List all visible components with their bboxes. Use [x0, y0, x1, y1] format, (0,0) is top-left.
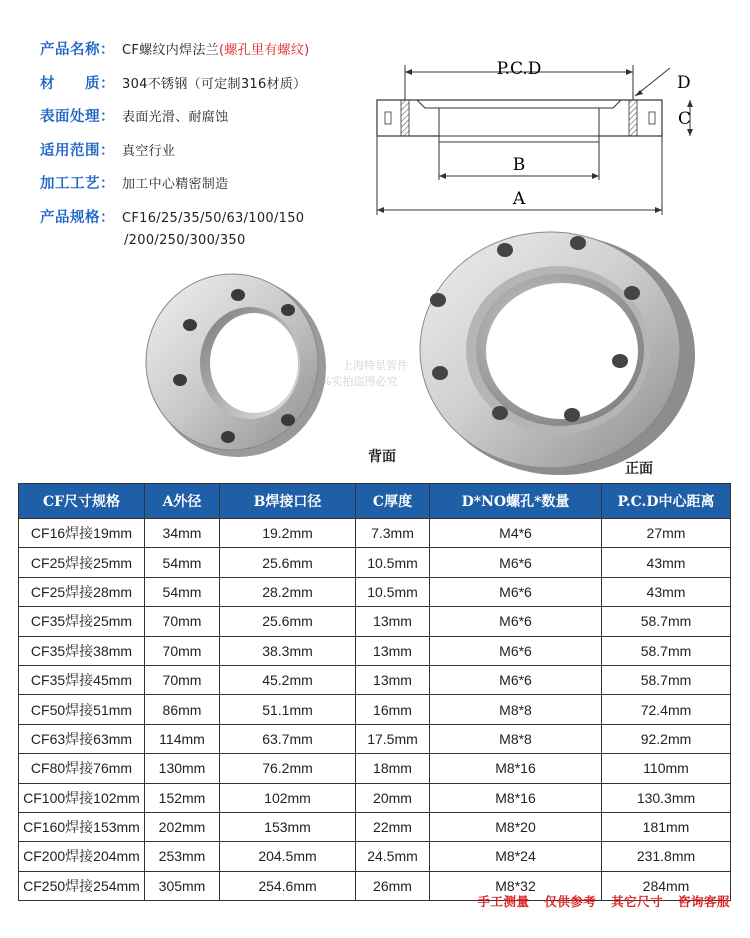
spec-label: 表面处理： [40, 109, 115, 125]
table-cell: 92.2mm [602, 724, 731, 753]
spec-label: 材 质： [40, 75, 115, 92]
table-body [19, 519, 731, 901]
d-label: D [677, 73, 691, 93]
table-cell: 130.3mm [602, 783, 731, 812]
table-cell: CF63焊接63mm [19, 724, 145, 753]
table-cell: 70mm [145, 665, 220, 694]
table-cell: 202mm [145, 812, 220, 841]
table-cell: 19.2mm [220, 519, 356, 548]
table-cell: M6*6 [430, 636, 602, 665]
table-cell: 24.5mm [356, 842, 430, 871]
col-header-thickness: C厚度 [356, 484, 430, 519]
table-cell: M8*32 [430, 871, 602, 900]
table-row [19, 724, 731, 753]
table-cell: M8*16 [430, 754, 602, 783]
table-cell: 22mm [356, 812, 430, 841]
spec-label: 产品规格： [40, 209, 115, 226]
table-row [19, 607, 731, 636]
spec-label: 加工工艺： [40, 176, 115, 192]
table-cell: M6*6 [430, 548, 602, 577]
table-cell: 204.5mm [220, 842, 356, 871]
table-cell: 58.7mm [602, 607, 731, 636]
col-header-pcd: P.C.D中心距离 [602, 484, 731, 519]
table-cell: 20mm [356, 783, 430, 812]
table-cell: 25.6mm [220, 607, 356, 636]
table-cell: 43mm [602, 577, 731, 606]
table-row [19, 783, 731, 812]
spec-value: 加工中心精密制造 [122, 177, 229, 192]
spec-value: CF16/25/35/50/63/100/150 [122, 210, 305, 226]
table-cell: 130mm [145, 754, 220, 783]
table-cell: CF35焊接38mm [19, 636, 145, 665]
thread-note: (螺孔里有螺纹) [218, 43, 310, 58]
table-cell: 26mm [356, 871, 430, 900]
table-cell: CF16焊接19mm [19, 519, 145, 548]
table-cell: M8*20 [430, 812, 602, 841]
footer-note: 手工测量 仅供参考 其它尺寸 咨询客服 [477, 894, 730, 909]
spec-sizes-continuation: /200/250/300/350 [124, 233, 246, 248]
table-row [19, 695, 731, 724]
table-cell: CF35焊接45mm [19, 665, 145, 694]
table-cell: 305mm [145, 871, 220, 900]
back-side-caption: 背面 [368, 449, 396, 465]
table-cell: 86mm [145, 695, 220, 724]
front-side-caption: 正面 [625, 461, 653, 477]
spec-row-surface [40, 105, 370, 139]
table-cell: M8*16 [430, 783, 602, 812]
spec-label: 产品名称： [40, 42, 115, 58]
table-cell: 253mm [145, 842, 220, 871]
flange-front-photo [410, 225, 700, 480]
table-cell: 254.6mm [220, 871, 356, 900]
col-header-outer-diameter: A外径 [145, 484, 220, 519]
flange-cross-section-drawing [365, 50, 710, 225]
table-cell: CF200焊接204mm [19, 842, 145, 871]
watermark [300, 358, 408, 390]
spec-label: 适用范围： [40, 142, 115, 159]
table-row [19, 519, 731, 548]
col-header-weld-bore: B焊接口径 [220, 484, 356, 519]
table-cell: 25.6mm [220, 548, 356, 577]
table-cell: 13mm [356, 607, 430, 636]
table-cell: M4*6 [430, 519, 602, 548]
table-row [19, 665, 731, 694]
table-cell: 54mm [145, 548, 220, 577]
table-cell: 13mm [356, 636, 430, 665]
table-row [19, 548, 731, 577]
table-cell: 38.3mm [220, 636, 356, 665]
table-cell: 18mm [356, 754, 430, 783]
table-header-row [19, 484, 731, 519]
table-cell: 70mm [145, 636, 220, 665]
spec-row-material [40, 72, 370, 106]
table-cell: CF80焊接76mm [19, 754, 145, 783]
table-cell: 10.5mm [356, 577, 430, 606]
table-cell: 58.7mm [602, 636, 731, 665]
table-row [19, 636, 731, 665]
table-cell: 51.1mm [220, 695, 356, 724]
spec-value: 真空行业 [122, 143, 176, 159]
table-cell: M8*24 [430, 842, 602, 871]
table-cell: 181mm [602, 812, 731, 841]
table-cell: 152mm [145, 783, 220, 812]
table-cell: 63.7mm [220, 724, 356, 753]
pcd-label: P.C.D [496, 59, 542, 79]
table-cell: M6*6 [430, 577, 602, 606]
table-cell: CF35焊接25mm [19, 607, 145, 636]
table-cell: CF25焊接25mm [19, 548, 145, 577]
watermark-line2: 100%实拍盗图必究 [300, 375, 398, 388]
spec-row-process [40, 172, 370, 206]
table-cell: 27mm [602, 519, 731, 548]
table-cell: M8*8 [430, 724, 602, 753]
spec-row-usage [40, 139, 370, 173]
col-header-bolt-holes: D*NO螺孔*数量 [430, 484, 602, 519]
table-cell: 76.2mm [220, 754, 356, 783]
c-label: C [678, 109, 692, 129]
table-cell: M6*6 [430, 665, 602, 694]
table-row [19, 754, 731, 783]
table-cell: CF100焊接102mm [19, 783, 145, 812]
table-cell: 231.8mm [602, 842, 731, 871]
table-cell: M6*6 [430, 607, 602, 636]
spec-value: 表面光滑、耐腐蚀 [122, 110, 229, 125]
product-spec-list [40, 38, 370, 239]
table-cell: 110mm [602, 754, 731, 783]
table-cell: 7.3mm [356, 519, 430, 548]
table-cell: 43mm [602, 548, 731, 577]
a-label: A [512, 189, 526, 209]
table-cell: M8*8 [430, 695, 602, 724]
col-header-size: CF尺寸规格 [19, 484, 145, 519]
b-label: B [512, 155, 526, 175]
table-cell: CF250焊接254mm [19, 871, 145, 900]
table-cell: CF50焊接51mm [19, 695, 145, 724]
table-cell: 70mm [145, 607, 220, 636]
table-cell: 16mm [356, 695, 430, 724]
table-cell: 72.4mm [602, 695, 731, 724]
table-cell: CF25焊接28mm [19, 577, 145, 606]
table-cell: 17.5mm [356, 724, 430, 753]
table-cell: 34mm [145, 519, 220, 548]
table-cell: CF160焊接153mm [19, 812, 145, 841]
table-cell: 28.2mm [220, 577, 356, 606]
table-cell: 114mm [145, 724, 220, 753]
spec-row-name [40, 38, 370, 72]
table-cell: 13mm [356, 665, 430, 694]
table-cell: 102mm [220, 783, 356, 812]
table-cell: 153mm [220, 812, 356, 841]
table-cell: 284mm [602, 871, 731, 900]
table-row [19, 577, 731, 606]
table-cell: 58.7mm [602, 665, 731, 694]
spec-table [18, 483, 731, 901]
watermark-line1: 上海特星管件 [342, 359, 408, 372]
table-row [19, 842, 731, 871]
spec-value: CF螺纹内焊法兰(螺孔里有螺纹) [122, 43, 310, 58]
table-cell: 54mm [145, 577, 220, 606]
spec-value: 304不锈钢（可定制316材质） [122, 76, 307, 92]
table-row [19, 812, 731, 841]
table-cell: 10.5mm [356, 548, 430, 577]
table-cell: 45.2mm [220, 665, 356, 694]
